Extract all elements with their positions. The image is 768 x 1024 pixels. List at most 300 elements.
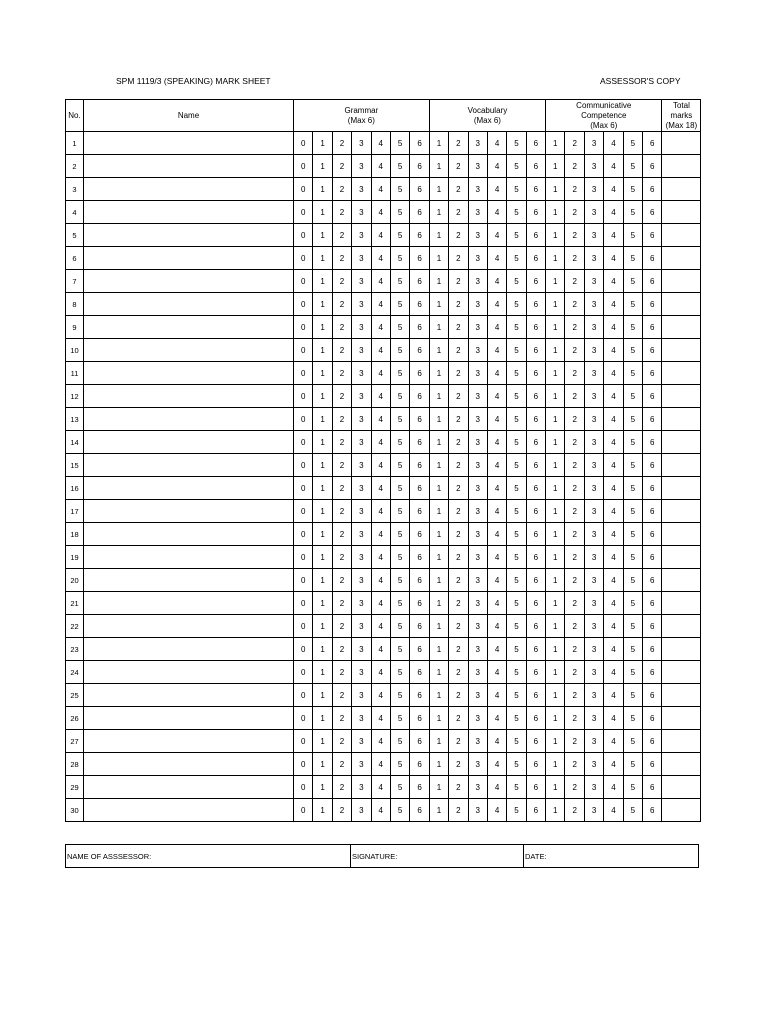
- grammar-score[interactable]: 3: [352, 615, 371, 638]
- vocabulary-score[interactable]: 4: [487, 293, 506, 316]
- vocabulary-score[interactable]: 5: [507, 339, 526, 362]
- vocabulary-score[interactable]: 5: [507, 178, 526, 201]
- grammar-score[interactable]: 0: [294, 132, 313, 155]
- communicative-score[interactable]: 5: [623, 454, 642, 477]
- communicative-score[interactable]: 4: [604, 546, 623, 569]
- grammar-score[interactable]: 6: [410, 753, 429, 776]
- grammar-score[interactable]: 5: [390, 178, 409, 201]
- grammar-score[interactable]: 3: [352, 454, 371, 477]
- grammar-score[interactable]: 5: [390, 684, 409, 707]
- communicative-score[interactable]: 1: [546, 201, 565, 224]
- grammar-score[interactable]: 5: [390, 707, 409, 730]
- grammar-score[interactable]: 0: [294, 178, 313, 201]
- communicative-score[interactable]: 2: [565, 615, 584, 638]
- communicative-score[interactable]: 1: [546, 661, 565, 684]
- vocabulary-score[interactable]: 4: [487, 178, 506, 201]
- vocabulary-score[interactable]: 3: [468, 247, 487, 270]
- vocabulary-score[interactable]: 6: [526, 247, 545, 270]
- communicative-score[interactable]: 2: [565, 155, 584, 178]
- grammar-score[interactable]: 4: [371, 753, 390, 776]
- communicative-score[interactable]: 5: [623, 339, 642, 362]
- vocabulary-score[interactable]: 1: [429, 477, 448, 500]
- grammar-score[interactable]: 1: [313, 201, 332, 224]
- total-marks-cell[interactable]: [662, 753, 701, 776]
- total-marks-cell[interactable]: [662, 569, 701, 592]
- communicative-score[interactable]: 3: [584, 707, 603, 730]
- communicative-score[interactable]: 1: [546, 730, 565, 753]
- date-field[interactable]: [524, 845, 699, 868]
- grammar-score[interactable]: 1: [313, 270, 332, 293]
- vocabulary-score[interactable]: 5: [507, 132, 526, 155]
- grammar-score[interactable]: 1: [313, 776, 332, 799]
- vocabulary-score[interactable]: 2: [449, 546, 468, 569]
- vocabulary-score[interactable]: 6: [526, 270, 545, 293]
- vocabulary-score[interactable]: 3: [468, 385, 487, 408]
- grammar-score[interactable]: 3: [352, 753, 371, 776]
- grammar-score[interactable]: 3: [352, 362, 371, 385]
- grammar-score[interactable]: 5: [390, 776, 409, 799]
- student-name-cell[interactable]: [84, 753, 294, 776]
- vocabulary-score[interactable]: 3: [468, 339, 487, 362]
- vocabulary-score[interactable]: 4: [487, 684, 506, 707]
- vocabulary-score[interactable]: 4: [487, 523, 506, 546]
- grammar-score[interactable]: 3: [352, 661, 371, 684]
- communicative-score[interactable]: 5: [623, 799, 642, 822]
- communicative-score[interactable]: 1: [546, 477, 565, 500]
- grammar-score[interactable]: 6: [410, 638, 429, 661]
- grammar-score[interactable]: 5: [390, 155, 409, 178]
- total-marks-cell[interactable]: [662, 316, 701, 339]
- vocabulary-score[interactable]: 4: [487, 155, 506, 178]
- grammar-score[interactable]: 4: [371, 155, 390, 178]
- vocabulary-score[interactable]: 1: [429, 753, 448, 776]
- total-marks-cell[interactable]: [662, 293, 701, 316]
- grammar-score[interactable]: 0: [294, 408, 313, 431]
- vocabulary-score[interactable]: 4: [487, 546, 506, 569]
- vocabulary-score[interactable]: 1: [429, 408, 448, 431]
- communicative-score[interactable]: 6: [643, 592, 662, 615]
- vocabulary-score[interactable]: 5: [507, 316, 526, 339]
- grammar-score[interactable]: 0: [294, 776, 313, 799]
- vocabulary-score[interactable]: 2: [449, 178, 468, 201]
- grammar-score[interactable]: 3: [352, 707, 371, 730]
- vocabulary-score[interactable]: 1: [429, 385, 448, 408]
- student-name-cell[interactable]: [84, 799, 294, 822]
- vocabulary-score[interactable]: 4: [487, 638, 506, 661]
- grammar-score[interactable]: 6: [410, 408, 429, 431]
- grammar-score[interactable]: 3: [352, 408, 371, 431]
- vocabulary-score[interactable]: 1: [429, 178, 448, 201]
- vocabulary-score[interactable]: 2: [449, 500, 468, 523]
- vocabulary-score[interactable]: 4: [487, 224, 506, 247]
- vocabulary-score[interactable]: 5: [507, 615, 526, 638]
- communicative-score[interactable]: 6: [643, 431, 662, 454]
- grammar-score[interactable]: 2: [332, 293, 351, 316]
- communicative-score[interactable]: 4: [604, 454, 623, 477]
- communicative-score[interactable]: 3: [584, 132, 603, 155]
- vocabulary-score[interactable]: 6: [526, 385, 545, 408]
- communicative-score[interactable]: 1: [546, 454, 565, 477]
- student-name-cell[interactable]: [84, 661, 294, 684]
- vocabulary-score[interactable]: 5: [507, 707, 526, 730]
- vocabulary-score[interactable]: 3: [468, 546, 487, 569]
- grammar-score[interactable]: 6: [410, 477, 429, 500]
- vocabulary-score[interactable]: 1: [429, 523, 448, 546]
- vocabulary-score[interactable]: 3: [468, 362, 487, 385]
- communicative-score[interactable]: 2: [565, 362, 584, 385]
- communicative-score[interactable]: 5: [623, 523, 642, 546]
- grammar-score[interactable]: 1: [313, 316, 332, 339]
- vocabulary-score[interactable]: 2: [449, 155, 468, 178]
- student-name-cell[interactable]: [84, 730, 294, 753]
- grammar-score[interactable]: 6: [410, 661, 429, 684]
- vocabulary-score[interactable]: 4: [487, 500, 506, 523]
- grammar-score[interactable]: 2: [332, 707, 351, 730]
- grammar-score[interactable]: 5: [390, 362, 409, 385]
- grammar-score[interactable]: 2: [332, 201, 351, 224]
- communicative-score[interactable]: 1: [546, 385, 565, 408]
- grammar-score[interactable]: 0: [294, 339, 313, 362]
- vocabulary-score[interactable]: 3: [468, 707, 487, 730]
- grammar-score[interactable]: 4: [371, 730, 390, 753]
- student-name-cell[interactable]: [84, 224, 294, 247]
- vocabulary-score[interactable]: 1: [429, 293, 448, 316]
- grammar-score[interactable]: 5: [390, 615, 409, 638]
- communicative-score[interactable]: 1: [546, 224, 565, 247]
- vocabulary-score[interactable]: 3: [468, 178, 487, 201]
- communicative-score[interactable]: 6: [643, 523, 662, 546]
- student-name-cell[interactable]: [84, 546, 294, 569]
- vocabulary-score[interactable]: 5: [507, 362, 526, 385]
- vocabulary-score[interactable]: 6: [526, 707, 545, 730]
- grammar-score[interactable]: 0: [294, 684, 313, 707]
- communicative-score[interactable]: 4: [604, 408, 623, 431]
- vocabulary-score[interactable]: 5: [507, 523, 526, 546]
- grammar-score[interactable]: 2: [332, 500, 351, 523]
- vocabulary-score[interactable]: 1: [429, 362, 448, 385]
- student-name-cell[interactable]: [84, 638, 294, 661]
- vocabulary-score[interactable]: 5: [507, 592, 526, 615]
- grammar-score[interactable]: 5: [390, 523, 409, 546]
- student-name-cell[interactable]: [84, 500, 294, 523]
- vocabulary-score[interactable]: 2: [449, 385, 468, 408]
- communicative-score[interactable]: 6: [643, 707, 662, 730]
- communicative-score[interactable]: 4: [604, 477, 623, 500]
- vocabulary-score[interactable]: 1: [429, 247, 448, 270]
- grammar-score[interactable]: 6: [410, 776, 429, 799]
- communicative-score[interactable]: 4: [604, 799, 623, 822]
- vocabulary-score[interactable]: 3: [468, 270, 487, 293]
- communicative-score[interactable]: 5: [623, 500, 642, 523]
- communicative-score[interactable]: 2: [565, 500, 584, 523]
- communicative-score[interactable]: 2: [565, 684, 584, 707]
- communicative-score[interactable]: 5: [623, 316, 642, 339]
- vocabulary-score[interactable]: 1: [429, 431, 448, 454]
- vocabulary-score[interactable]: 6: [526, 408, 545, 431]
- communicative-score[interactable]: 3: [584, 178, 603, 201]
- communicative-score[interactable]: 2: [565, 477, 584, 500]
- grammar-score[interactable]: 2: [332, 178, 351, 201]
- vocabulary-score[interactable]: 1: [429, 224, 448, 247]
- communicative-score[interactable]: 3: [584, 362, 603, 385]
- vocabulary-score[interactable]: 6: [526, 753, 545, 776]
- communicative-score[interactable]: 6: [643, 684, 662, 707]
- grammar-score[interactable]: 2: [332, 316, 351, 339]
- grammar-score[interactable]: 1: [313, 592, 332, 615]
- communicative-score[interactable]: 6: [643, 339, 662, 362]
- communicative-score[interactable]: 4: [604, 638, 623, 661]
- grammar-score[interactable]: 4: [371, 385, 390, 408]
- communicative-score[interactable]: 6: [643, 201, 662, 224]
- communicative-score[interactable]: 5: [623, 155, 642, 178]
- vocabulary-score[interactable]: 6: [526, 201, 545, 224]
- vocabulary-score[interactable]: 2: [449, 454, 468, 477]
- communicative-score[interactable]: 6: [643, 638, 662, 661]
- communicative-score[interactable]: 5: [623, 730, 642, 753]
- grammar-score[interactable]: 0: [294, 316, 313, 339]
- vocabulary-score[interactable]: 2: [449, 592, 468, 615]
- communicative-score[interactable]: 1: [546, 569, 565, 592]
- communicative-score[interactable]: 3: [584, 155, 603, 178]
- total-marks-cell[interactable]: [662, 661, 701, 684]
- communicative-score[interactable]: 4: [604, 730, 623, 753]
- student-name-cell[interactable]: [84, 316, 294, 339]
- communicative-score[interactable]: 1: [546, 362, 565, 385]
- communicative-score[interactable]: 4: [604, 500, 623, 523]
- communicative-score[interactable]: 5: [623, 385, 642, 408]
- communicative-score[interactable]: 2: [565, 178, 584, 201]
- grammar-score[interactable]: 3: [352, 316, 371, 339]
- grammar-score[interactable]: 6: [410, 707, 429, 730]
- grammar-score[interactable]: 0: [294, 454, 313, 477]
- grammar-score[interactable]: 2: [332, 776, 351, 799]
- communicative-score[interactable]: 5: [623, 178, 642, 201]
- communicative-score[interactable]: 1: [546, 408, 565, 431]
- communicative-score[interactable]: 4: [604, 385, 623, 408]
- grammar-score[interactable]: 1: [313, 707, 332, 730]
- grammar-score[interactable]: 3: [352, 477, 371, 500]
- vocabulary-score[interactable]: 2: [449, 201, 468, 224]
- communicative-score[interactable]: 1: [546, 247, 565, 270]
- total-marks-cell[interactable]: [662, 224, 701, 247]
- communicative-score[interactable]: 4: [604, 155, 623, 178]
- grammar-score[interactable]: 5: [390, 592, 409, 615]
- grammar-score[interactable]: 5: [390, 408, 409, 431]
- grammar-score[interactable]: 6: [410, 569, 429, 592]
- communicative-score[interactable]: 2: [565, 201, 584, 224]
- vocabulary-score[interactable]: 1: [429, 776, 448, 799]
- communicative-score[interactable]: 2: [565, 132, 584, 155]
- grammar-score[interactable]: 0: [294, 638, 313, 661]
- grammar-score[interactable]: 2: [332, 546, 351, 569]
- communicative-score[interactable]: 6: [643, 477, 662, 500]
- communicative-score[interactable]: 5: [623, 362, 642, 385]
- grammar-score[interactable]: 3: [352, 592, 371, 615]
- student-name-cell[interactable]: [84, 362, 294, 385]
- grammar-score[interactable]: 6: [410, 546, 429, 569]
- grammar-score[interactable]: 3: [352, 270, 371, 293]
- vocabulary-score[interactable]: 5: [507, 799, 526, 822]
- vocabulary-score[interactable]: 6: [526, 178, 545, 201]
- vocabulary-score[interactable]: 2: [449, 730, 468, 753]
- vocabulary-score[interactable]: 5: [507, 569, 526, 592]
- grammar-score[interactable]: 1: [313, 178, 332, 201]
- communicative-score[interactable]: 5: [623, 270, 642, 293]
- grammar-score[interactable]: 0: [294, 799, 313, 822]
- grammar-score[interactable]: 1: [313, 155, 332, 178]
- vocabulary-score[interactable]: 4: [487, 753, 506, 776]
- vocabulary-score[interactable]: 1: [429, 684, 448, 707]
- communicative-score[interactable]: 3: [584, 408, 603, 431]
- communicative-score[interactable]: 3: [584, 385, 603, 408]
- grammar-score[interactable]: 4: [371, 270, 390, 293]
- grammar-score[interactable]: 2: [332, 753, 351, 776]
- grammar-score[interactable]: 0: [294, 546, 313, 569]
- grammar-score[interactable]: 4: [371, 615, 390, 638]
- grammar-score[interactable]: 0: [294, 661, 313, 684]
- total-marks-cell[interactable]: [662, 385, 701, 408]
- communicative-score[interactable]: 5: [623, 224, 642, 247]
- grammar-score[interactable]: 1: [313, 684, 332, 707]
- communicative-score[interactable]: 1: [546, 155, 565, 178]
- vocabulary-score[interactable]: 6: [526, 523, 545, 546]
- grammar-score[interactable]: 1: [313, 730, 332, 753]
- grammar-score[interactable]: 5: [390, 247, 409, 270]
- vocabulary-score[interactable]: 2: [449, 523, 468, 546]
- vocabulary-score[interactable]: 4: [487, 730, 506, 753]
- communicative-score[interactable]: 5: [623, 477, 642, 500]
- grammar-score[interactable]: 0: [294, 293, 313, 316]
- vocabulary-score[interactable]: 2: [449, 339, 468, 362]
- vocabulary-score[interactable]: 4: [487, 339, 506, 362]
- vocabulary-score[interactable]: 2: [449, 799, 468, 822]
- communicative-score[interactable]: 4: [604, 684, 623, 707]
- vocabulary-score[interactable]: 6: [526, 316, 545, 339]
- vocabulary-score[interactable]: 1: [429, 454, 448, 477]
- grammar-score[interactable]: 6: [410, 684, 429, 707]
- grammar-score[interactable]: 6: [410, 270, 429, 293]
- student-name-cell[interactable]: [84, 178, 294, 201]
- grammar-score[interactable]: 2: [332, 477, 351, 500]
- grammar-score[interactable]: 2: [332, 132, 351, 155]
- grammar-score[interactable]: 3: [352, 431, 371, 454]
- communicative-score[interactable]: 4: [604, 431, 623, 454]
- communicative-score[interactable]: 2: [565, 431, 584, 454]
- grammar-score[interactable]: 2: [332, 408, 351, 431]
- grammar-score[interactable]: 3: [352, 546, 371, 569]
- communicative-score[interactable]: 3: [584, 753, 603, 776]
- grammar-score[interactable]: 2: [332, 339, 351, 362]
- communicative-score[interactable]: 5: [623, 592, 642, 615]
- vocabulary-score[interactable]: 2: [449, 753, 468, 776]
- communicative-score[interactable]: 3: [584, 569, 603, 592]
- grammar-score[interactable]: 0: [294, 615, 313, 638]
- grammar-score[interactable]: 6: [410, 523, 429, 546]
- vocabulary-score[interactable]: 4: [487, 799, 506, 822]
- vocabulary-score[interactable]: 4: [487, 316, 506, 339]
- vocabulary-score[interactable]: 2: [449, 569, 468, 592]
- vocabulary-score[interactable]: 3: [468, 155, 487, 178]
- grammar-score[interactable]: 0: [294, 362, 313, 385]
- grammar-score[interactable]: 2: [332, 247, 351, 270]
- vocabulary-score[interactable]: 2: [449, 684, 468, 707]
- grammar-score[interactable]: 6: [410, 178, 429, 201]
- grammar-score[interactable]: 5: [390, 339, 409, 362]
- grammar-score[interactable]: 2: [332, 730, 351, 753]
- vocabulary-score[interactable]: 5: [507, 201, 526, 224]
- communicative-score[interactable]: 2: [565, 661, 584, 684]
- vocabulary-score[interactable]: 1: [429, 270, 448, 293]
- vocabulary-score[interactable]: 6: [526, 776, 545, 799]
- vocabulary-score[interactable]: 1: [429, 592, 448, 615]
- communicative-score[interactable]: 1: [546, 638, 565, 661]
- grammar-score[interactable]: 4: [371, 707, 390, 730]
- total-marks-cell[interactable]: [662, 339, 701, 362]
- vocabulary-score[interactable]: 1: [429, 615, 448, 638]
- grammar-score[interactable]: 4: [371, 178, 390, 201]
- communicative-score[interactable]: 5: [623, 707, 642, 730]
- communicative-score[interactable]: 3: [584, 546, 603, 569]
- grammar-score[interactable]: 2: [332, 569, 351, 592]
- grammar-score[interactable]: 4: [371, 293, 390, 316]
- vocabulary-score[interactable]: 5: [507, 454, 526, 477]
- grammar-score[interactable]: 0: [294, 385, 313, 408]
- grammar-score[interactable]: 3: [352, 385, 371, 408]
- vocabulary-score[interactable]: 4: [487, 201, 506, 224]
- grammar-score[interactable]: 6: [410, 615, 429, 638]
- vocabulary-score[interactable]: 5: [507, 431, 526, 454]
- vocabulary-score[interactable]: 4: [487, 707, 506, 730]
- grammar-score[interactable]: 0: [294, 247, 313, 270]
- vocabulary-score[interactable]: 3: [468, 684, 487, 707]
- vocabulary-score[interactable]: 3: [468, 408, 487, 431]
- grammar-score[interactable]: 6: [410, 799, 429, 822]
- communicative-score[interactable]: 3: [584, 316, 603, 339]
- communicative-score[interactable]: 6: [643, 178, 662, 201]
- grammar-score[interactable]: 4: [371, 408, 390, 431]
- communicative-score[interactable]: 3: [584, 776, 603, 799]
- communicative-score[interactable]: 3: [584, 500, 603, 523]
- communicative-score[interactable]: 2: [565, 546, 584, 569]
- communicative-score[interactable]: 6: [643, 408, 662, 431]
- communicative-score[interactable]: 4: [604, 707, 623, 730]
- grammar-score[interactable]: 1: [313, 638, 332, 661]
- vocabulary-score[interactable]: 2: [449, 431, 468, 454]
- total-marks-cell[interactable]: [662, 270, 701, 293]
- communicative-score[interactable]: 1: [546, 339, 565, 362]
- communicative-score[interactable]: 2: [565, 776, 584, 799]
- vocabulary-score[interactable]: 6: [526, 569, 545, 592]
- total-marks-cell[interactable]: [662, 477, 701, 500]
- communicative-score[interactable]: 6: [643, 799, 662, 822]
- grammar-score[interactable]: 6: [410, 362, 429, 385]
- grammar-score[interactable]: 4: [371, 339, 390, 362]
- vocabulary-score[interactable]: 6: [526, 362, 545, 385]
- student-name-cell[interactable]: [84, 776, 294, 799]
- grammar-score[interactable]: 4: [371, 362, 390, 385]
- vocabulary-score[interactable]: 1: [429, 661, 448, 684]
- grammar-score[interactable]: 1: [313, 546, 332, 569]
- grammar-score[interactable]: 3: [352, 799, 371, 822]
- grammar-score[interactable]: 1: [313, 339, 332, 362]
- communicative-score[interactable]: 6: [643, 247, 662, 270]
- communicative-score[interactable]: 6: [643, 454, 662, 477]
- vocabulary-score[interactable]: 5: [507, 661, 526, 684]
- vocabulary-score[interactable]: 3: [468, 316, 487, 339]
- grammar-score[interactable]: 1: [313, 500, 332, 523]
- vocabulary-score[interactable]: 3: [468, 201, 487, 224]
- vocabulary-score[interactable]: 1: [429, 707, 448, 730]
